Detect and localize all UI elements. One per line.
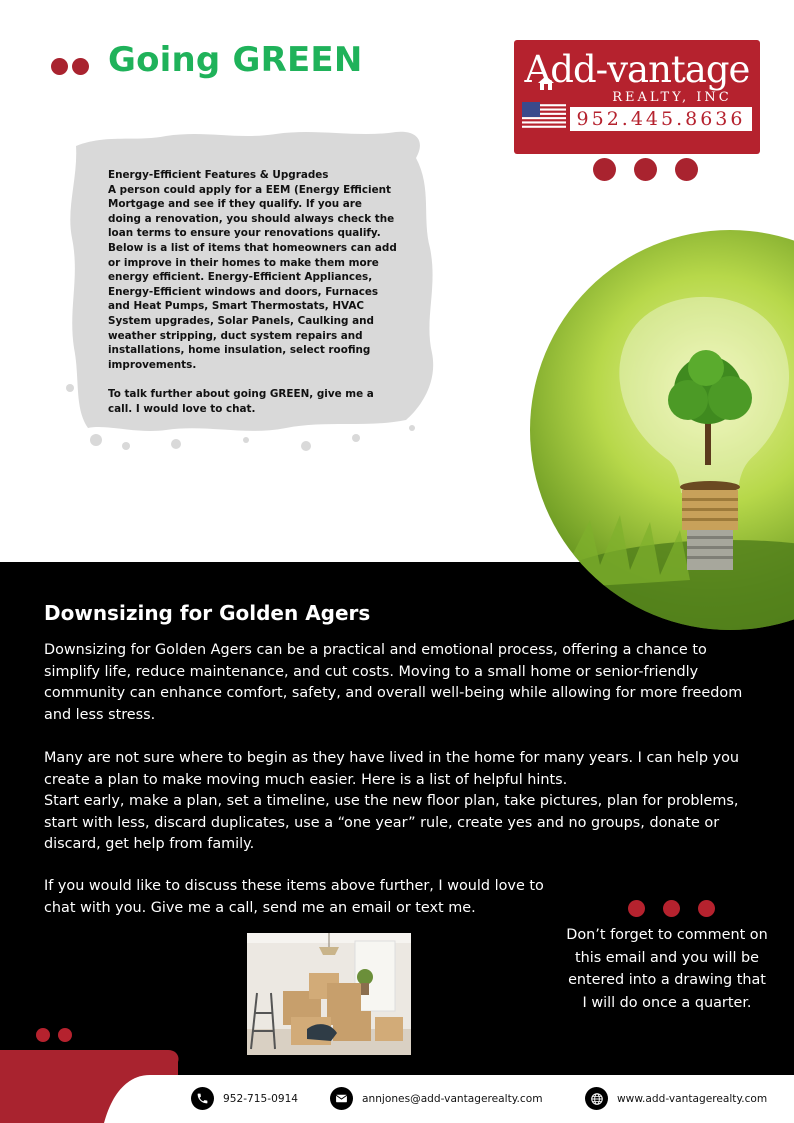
decor-dot	[634, 158, 657, 181]
us-flag-icon	[522, 102, 566, 130]
footer-email[interactable]	[330, 1087, 543, 1110]
logo-dots	[593, 158, 698, 181]
footer-phone-text: 952-715-0914	[223, 1092, 299, 1105]
decor-dot	[628, 900, 645, 917]
comment-dots	[628, 900, 715, 917]
decor-dot	[36, 1028, 50, 1042]
downsizing-paragraph-1: Downsizing for Golden Agers can be a practical and emotional process, offering a chance to simplify life, reduce maintenance, and cut costs. Moving to a small home or senior-friendly community can enhance comfort, safety, and overall well-being while allowing for more freedom and less stress.	[44, 642, 743, 723]
phone-icon	[191, 1087, 214, 1110]
decor-dot	[58, 1028, 72, 1042]
decor-dot	[51, 58, 68, 75]
globe-icon	[585, 1087, 608, 1110]
company-logo	[514, 40, 760, 154]
downsizing-paragraph-3: If you would like to discuss these items above further, I would love to chat with you. Give me a call, send me an email or text me.	[44, 878, 544, 916]
envelope-icon	[330, 1087, 353, 1110]
footer-website-text: www.add-vantagerealty.com	[617, 1092, 768, 1105]
downsizing-paragraph-2: Many are not sure where to begin as they have lived in the home for many years. I can help you create a plan to make moving much easier. Here is a list of helpful hints. Start early, make a plan, set a timeline, use the new floor plan, take pictures, plan for problems, start with less, discard duplicates, use a “one year” rule, create yes and no groups, donate or discard, get help from family.	[44, 750, 740, 852]
footer-website[interactable]	[585, 1087, 767, 1110]
logo-name: Add-vantage	[524, 48, 750, 91]
footer-email-text: annjones@add-vantagerealty.com	[362, 1092, 543, 1105]
footer-phone[interactable]	[191, 1087, 298, 1110]
title-dots	[51, 58, 89, 75]
logo-phone: 952.445.8636	[570, 107, 752, 131]
decor-dot	[663, 900, 680, 917]
comment-note: Don’t forget to comment on this email and you will be entered into a drawing that I will do once a quarter.	[566, 927, 768, 1011]
decor-dot	[698, 900, 715, 917]
footer-dots	[36, 1028, 72, 1042]
decor-dot	[593, 158, 616, 181]
logo-subtitle: REALTY, INC	[612, 90, 732, 105]
footer-contact-bar	[0, 1075, 794, 1123]
moving-boxes-image	[247, 933, 411, 1055]
decor-dot	[72, 58, 89, 75]
page-title: Going GREEN	[108, 40, 363, 80]
green-upgrades-text: Energy-Efficient Features & Upgrades A person could apply for a EEM (Energy Efficient Mortgage and see if they qualify. If you are doing a renovation, you should always check the loan terms to ensure your renovations qualify. Below is a list of items that homeowners can add or improve in their homes to make them more energy efficient. Energy-Efficient Appliances, Energy-Efficient windows and doors, Furnaces and Heat Pumps, Smart Thermostats, HVAC System upgrades, Solar Panels, Caulking and weather stripping, duct system repairs and installations, home insulation, select roofing improvements. To talk further about going GREEN, give me a call. I would love to chat.	[108, 169, 397, 415]
decor-dot	[675, 158, 698, 181]
moving-boxes-icon	[247, 933, 411, 1055]
downsizing-title: Downsizing for Golden Agers	[44, 601, 371, 625]
